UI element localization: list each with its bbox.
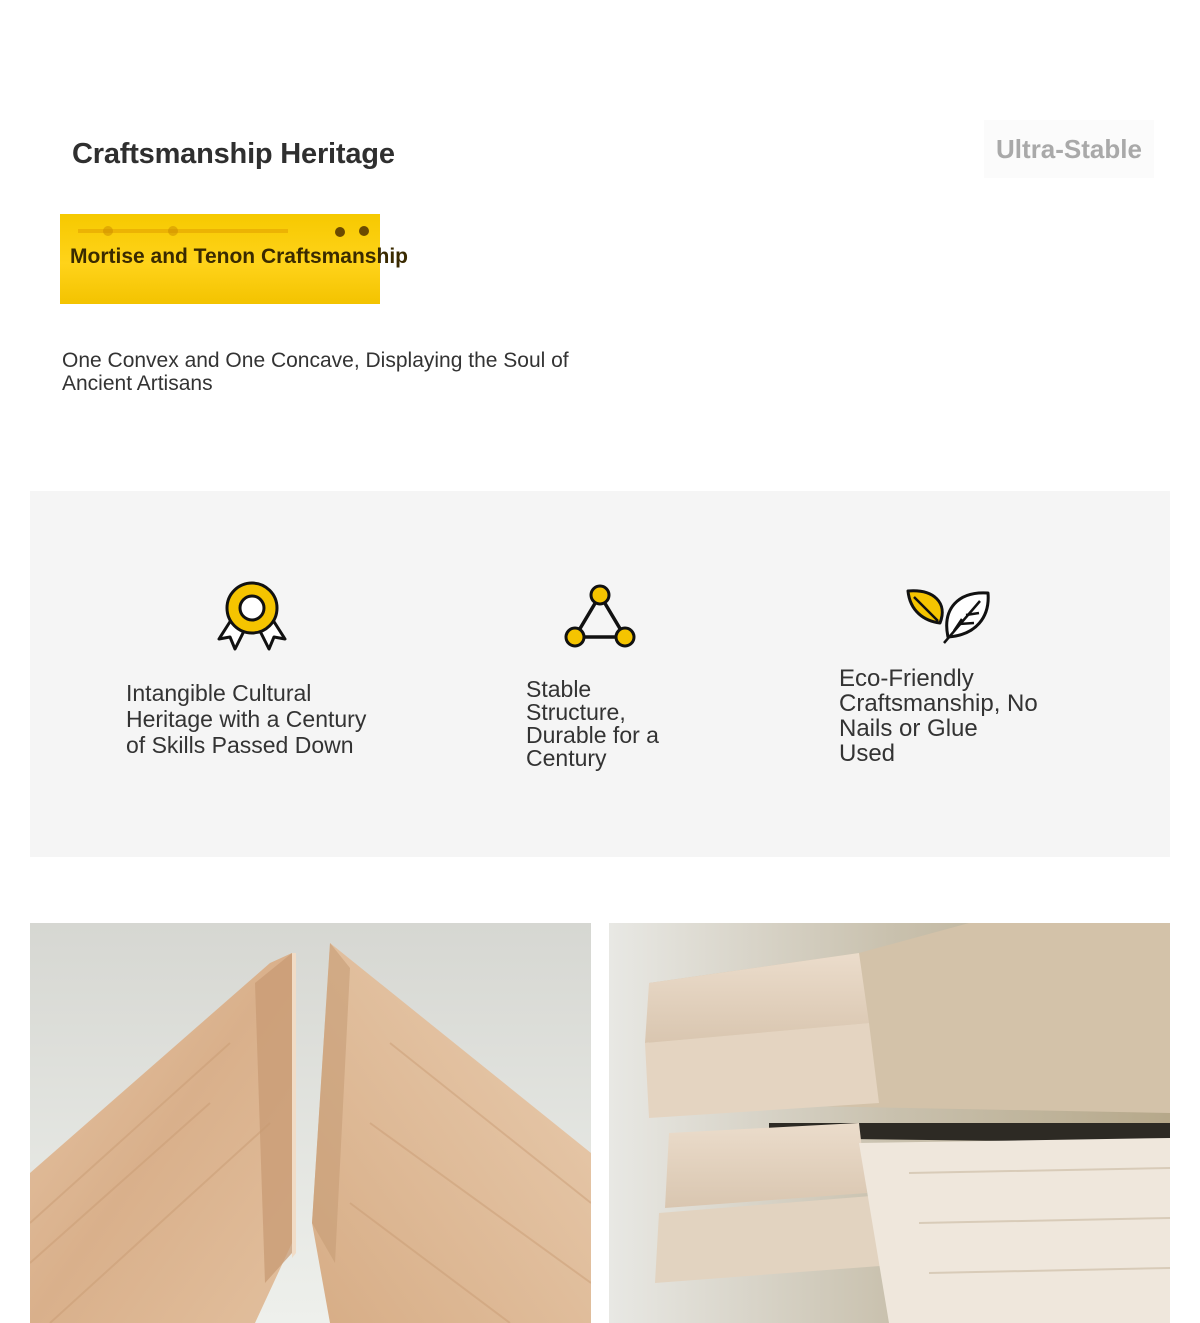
features-panel	[30, 491, 1170, 857]
page-title: Craftsmanship Heritage	[72, 138, 395, 170]
mitred-wood-frame-corner-photo	[30, 923, 591, 1323]
leaf-icon	[904, 587, 992, 647]
stacked-wood-tenon-photo	[609, 923, 1170, 1323]
feature-text-1: Intangible Cultural Heritage with a Century of Skills Passed Down	[126, 680, 367, 758]
triangle-nodes-icon	[563, 583, 637, 651]
feature-text-3: Eco-Friendly Craftsmanship, No Nails or Glue Used	[839, 665, 1038, 767]
feature-text-2: Stable Structure, Durable for a Century	[526, 676, 659, 771]
banner-label: Mortise and Tenon Craftsmanship	[70, 245, 408, 268]
feature-badge	[984, 120, 1154, 178]
subtitle: One Convex and One Concave, Displaying the Soul of Ancient Artisans	[62, 349, 569, 395]
feature-badge-label: Ultra-Stable	[996, 133, 1142, 164]
award-ribbon-icon	[215, 579, 289, 653]
banner-decoration-icon	[78, 224, 370, 238]
